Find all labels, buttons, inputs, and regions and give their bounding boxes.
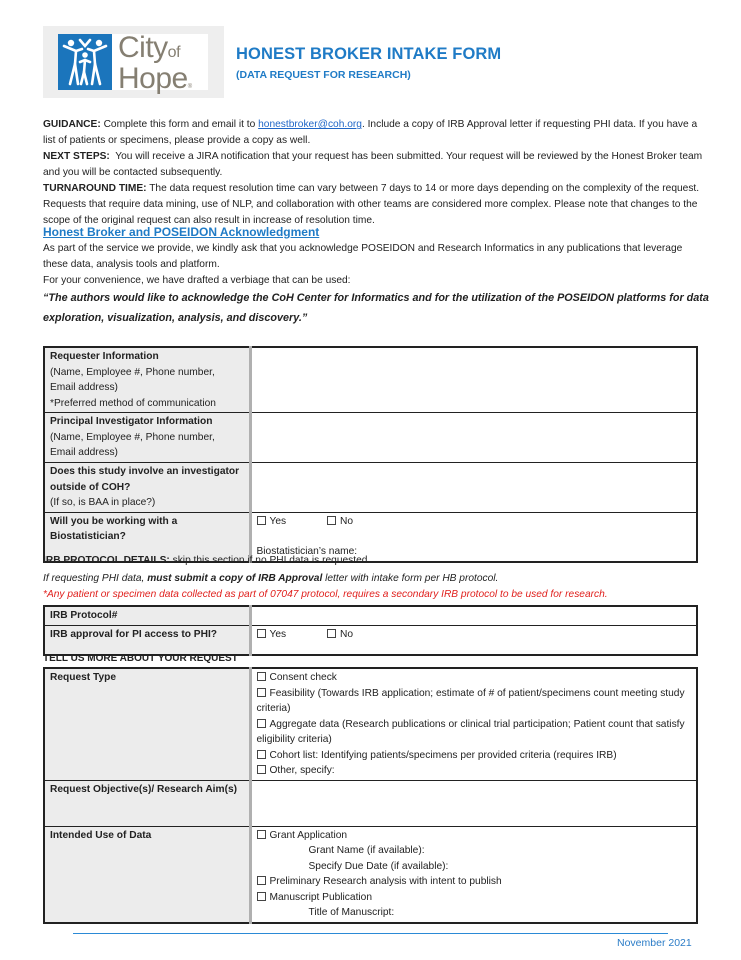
request-type-other[interactable] [257, 763, 692, 779]
turnaround-text: The data request resolution time can vary between 7 days to 14 or more days depending on the complexity of the request. Requests that require data mining, use of NLP, and collaboration with other teams are considered more complex. Please note that changes to the scope of the original request can also result in increase of resolution time. [43, 183, 700, 227]
label-bold: Request Type [50, 672, 117, 683]
pi-info-field[interactable] [250, 413, 697, 463]
city-of-hope-logo [43, 26, 224, 98]
request-type-aggregate[interactable] [257, 717, 692, 748]
objective-label [44, 780, 250, 826]
option-label: No [339, 628, 353, 640]
next-steps-label: NEXT STEPS: [43, 151, 110, 162]
option-label: No [339, 515, 353, 527]
label-bold: IRB Protocol# [50, 610, 118, 621]
label-bold: Does this study involve an investigator outside of COH? [50, 466, 240, 493]
logo-of: of [167, 44, 181, 61]
grant-due-date-field[interactable]: Specify Due Date (if available): [308, 860, 449, 872]
option-label: Feasibility (Towards IRB application; estimate of # of patient/specimens count meeting study criteria) [256, 687, 685, 714]
checkbox-icon[interactable] [257, 672, 266, 681]
checkbox-icon[interactable] [257, 750, 266, 759]
family-figures-icon [58, 34, 112, 90]
guidance-paragraph [43, 117, 703, 149]
irb-note-text: If requesting PHI data, [43, 573, 148, 584]
outside-investigator-label [44, 463, 250, 513]
request-table [43, 667, 698, 924]
irb-note-text-after: letter with intake form per HB protocol. [322, 573, 499, 584]
request-type-options [250, 668, 697, 780]
requester-info-label [44, 347, 250, 413]
irb-yes-option[interactable] [257, 629, 287, 640]
option-label: Yes [269, 628, 287, 640]
irb-heading-label: IRB PROTOCOL DETAILS: [43, 555, 170, 566]
checkbox-icon[interactable] [327, 516, 336, 525]
option-label: Other, specify: [269, 765, 335, 776]
request-type-consent[interactable] [257, 670, 692, 686]
biostatistician-name-field[interactable]: Biostatistician’s name: [256, 546, 358, 557]
irb-note-bold: must submit a copy of IRB Approval [147, 573, 323, 584]
page-title: HONEST BROKER INTAKE FORM [236, 45, 502, 63]
next-steps-paragraph [43, 149, 703, 181]
page-subtitle: (DATA REQUEST FOR RESEARCH) [236, 69, 411, 81]
label-line: (If so, is BAA in place?) [50, 497, 156, 508]
email-link[interactable]: honestbroker@coh.org [258, 119, 362, 130]
checkbox-icon[interactable] [257, 876, 266, 885]
label-bold: Will you be working with a Biostatistician? [50, 515, 178, 542]
logo-hope: Hope [118, 62, 188, 95]
biostat-no-option[interactable] [327, 516, 353, 527]
guidance-text: Complete this form and email it to [100, 119, 259, 130]
irb-protocol-label [44, 606, 250, 625]
footer-divider [73, 933, 668, 934]
use-prelim-option[interactable] [257, 874, 692, 890]
requester-info-field[interactable] [250, 347, 697, 413]
label-bold: Intended Use of Data [50, 829, 152, 841]
logo-city: City [118, 31, 168, 64]
logo-wordmark [118, 31, 192, 100]
guidance-label: GUIDANCE: [43, 119, 101, 130]
checkbox-icon[interactable] [257, 719, 266, 728]
table-row [44, 463, 697, 513]
acknowledgment-heading: Honest Broker and POSEIDON Acknowledgment [43, 225, 320, 239]
table-row [44, 826, 697, 923]
use-manuscript-option[interactable] [257, 890, 692, 906]
irb-warning: *Any patient or specimen data collected as part of 07047 protocol, requires a secondary IRB protocol to be used for research. [43, 589, 608, 600]
table-row [44, 780, 697, 826]
table-row [44, 606, 697, 625]
irb-table [43, 605, 698, 656]
table-row [44, 625, 697, 655]
verbiage-intro: For your convenience, we have drafted a verbiage that can be used: [43, 275, 351, 286]
turnaround-label: TURNAROUND TIME: [43, 183, 147, 194]
acknowledgment-paragraph: As part of the service we provide, we kindly ask that you acknowledge POSEIDON and Research Informatics in any publications that leverage these data, analysis tools and platform. [43, 243, 683, 271]
turnaround-paragraph [43, 181, 703, 230]
footer-date: November 2021 [617, 937, 692, 949]
requester-table [43, 346, 698, 563]
checkbox-icon[interactable] [257, 629, 266, 638]
request-type-cohort[interactable] [257, 748, 692, 764]
acknowledgment-quote: “The authors would like to acknowledge the CoH Center for Informatics and for the utilization of the POSEIDON platforms for data exploration, visualization, analysis, and discovery.” [43, 292, 709, 324]
request-type-feasibility[interactable] [257, 686, 692, 717]
label-line: Email address) [50, 447, 118, 458]
irb-note [43, 573, 498, 584]
label-line: (Name, Employee #, Phone number, [50, 431, 215, 443]
irb-protocol-field[interactable] [250, 606, 697, 625]
checkbox-icon[interactable] [327, 629, 336, 638]
irb-approval-label [44, 625, 250, 655]
checkbox-icon[interactable] [257, 830, 266, 839]
option-label: Yes [269, 515, 287, 527]
label-bold: IRB approval for PI access to PHI? [50, 628, 218, 640]
option-label: Consent check [269, 672, 337, 683]
table-row [44, 347, 697, 413]
label-line: (Name, Employee #, Phone number, [50, 366, 215, 378]
intended-use-label [44, 826, 250, 923]
outside-investigator-field[interactable] [250, 463, 697, 513]
option-label: Preliminary Research analysis with intent to publish [269, 876, 502, 887]
option-label: Manuscript Publication [269, 891, 372, 903]
checkbox-icon[interactable] [257, 765, 266, 774]
irb-heading [43, 555, 370, 566]
irb-no-option[interactable] [327, 629, 353, 640]
guidance-text-after: . Include a copy of IRB Approval letter if requesting PHI data. If you have a list of patients or specimens, please provide a copy as well. [43, 119, 698, 147]
table-row [44, 668, 697, 780]
intended-use-options [250, 826, 697, 923]
request-type-label [44, 668, 250, 780]
label-bold: Request Objective(s)/ Research Aim(s) [50, 783, 238, 795]
registered-mark: ® [187, 84, 192, 90]
label-line: *Preferred method of communication [50, 397, 216, 409]
option-label: Aggregate data (Research publications or clinical trial participation; Patient count that satisfy eligibility criteria) [256, 718, 685, 745]
logo-inner [58, 31, 208, 95]
checkbox-icon[interactable] [257, 892, 266, 901]
option-label: Cohort list: Identifying patients/specimens per provided criteria (requires IRB) [269, 749, 617, 761]
checkbox-icon[interactable] [257, 516, 266, 525]
manuscript-title-field[interactable]: Title of Manuscript: [308, 907, 395, 918]
request-section-heading: TELL US MORE ABOUT YOUR REQUEST [43, 653, 238, 664]
irb-heading-text: skip this section if no PHI data is requested. [169, 555, 371, 566]
objective-field[interactable] [250, 780, 697, 826]
grant-name-field[interactable]: Grant Name (if available): [308, 845, 425, 856]
irb-approval-field [250, 625, 697, 655]
option-label: Grant Application [269, 829, 348, 841]
next-steps-text: You will receive a JIRA notification that your request has been submitted. Your request will be reviewed by the Honest Broker team and you will be contacted subsequently. [43, 151, 705, 179]
label-bold: Principal Investigator Information [50, 416, 213, 427]
use-grant-option[interactable] [257, 828, 692, 844]
label-bold: Requester Information [50, 351, 159, 362]
pi-info-label [44, 413, 250, 463]
label-line: Email address) [50, 382, 118, 393]
biostat-yes-option[interactable] [257, 516, 287, 527]
table-row [44, 413, 697, 463]
checkbox-icon[interactable] [257, 688, 266, 697]
